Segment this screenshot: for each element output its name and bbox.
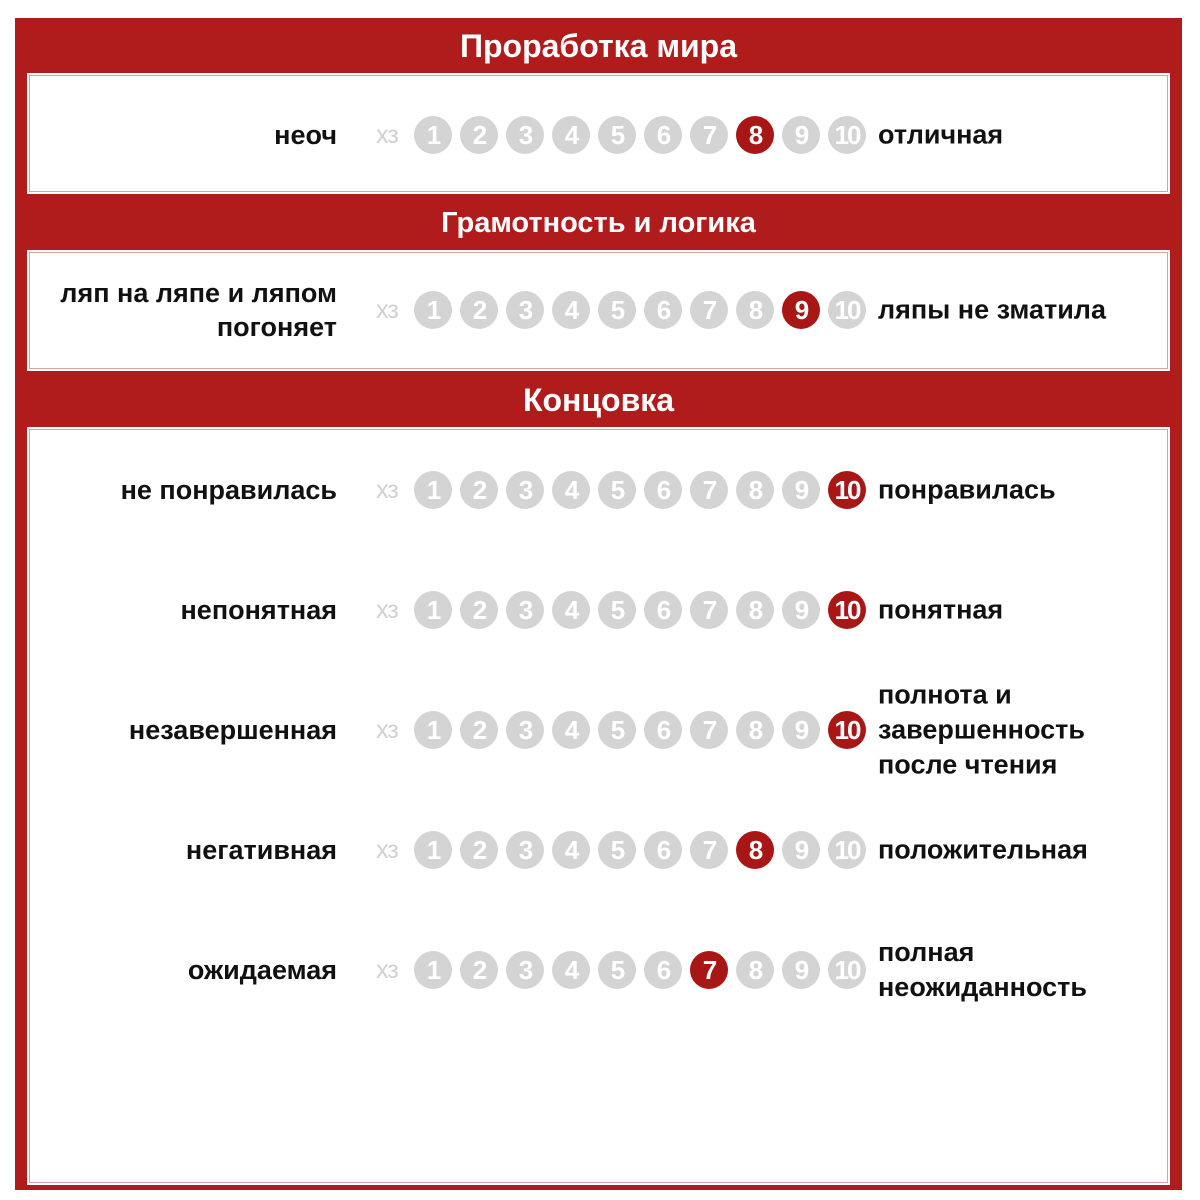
rating-left-label: непонятная xyxy=(180,595,337,625)
rating-circle: 1 xyxy=(414,116,452,154)
rating-circle: 4 xyxy=(552,116,590,154)
rating-row xyxy=(25,937,1172,1002)
rating-circle: 6 xyxy=(644,291,682,329)
unknown-option: хз xyxy=(376,295,398,324)
rating-circle-selected: 8 xyxy=(736,116,774,154)
rating-circle: 4 xyxy=(552,471,590,509)
rating-circle: 3 xyxy=(506,711,544,749)
rating-circle: 2 xyxy=(460,291,498,329)
section-literacy-logic xyxy=(18,198,1179,373)
rating-circle: 6 xyxy=(644,116,682,154)
rating-circle: 2 xyxy=(460,831,498,869)
rating-circle: 7 xyxy=(690,711,728,749)
rating-circle: 9 xyxy=(782,591,820,629)
rating-circle: 1 xyxy=(414,951,452,989)
rating-circle: 8 xyxy=(736,951,774,989)
rating-circle: 7 xyxy=(690,471,728,509)
rating-circle: 4 xyxy=(552,711,590,749)
rating-circle: 2 xyxy=(460,116,498,154)
rating-circle: 3 xyxy=(506,951,544,989)
rating-scale xyxy=(360,470,874,510)
rating-circle: 8 xyxy=(736,711,774,749)
rating-right-label: положительная xyxy=(878,834,1088,865)
rating-circle: 1 xyxy=(414,591,452,629)
unknown-option: хз xyxy=(376,955,398,984)
rating-circle: 7 xyxy=(690,291,728,329)
rating-scale xyxy=(360,115,874,155)
rating-row xyxy=(25,580,1172,640)
unknown-option: хз xyxy=(376,475,398,504)
rating-circle: 8 xyxy=(736,471,774,509)
rating-right-label: полная неожиданность xyxy=(878,937,1087,1002)
rating-left-label: ляп на ляпе и ляпом погоняет xyxy=(60,278,337,342)
section-title: Проработка мира xyxy=(18,21,1179,71)
rating-circle: 5 xyxy=(598,116,636,154)
rating-circle: 4 xyxy=(552,591,590,629)
rating-circle: 3 xyxy=(506,291,544,329)
rating-circle: 9 xyxy=(782,711,820,749)
rating-circle: 6 xyxy=(644,711,682,749)
rating-scale xyxy=(360,830,874,870)
unknown-option: хз xyxy=(376,120,398,149)
rating-circle: 4 xyxy=(552,951,590,989)
section-title: Концовка xyxy=(18,375,1179,425)
rating-row xyxy=(25,460,1172,520)
rating-row xyxy=(25,679,1172,780)
rating-circle: 9 xyxy=(782,116,820,154)
rating-left-label: негативная xyxy=(185,835,337,865)
rating-circle: 2 xyxy=(460,471,498,509)
rating-circle: 5 xyxy=(598,591,636,629)
rating-scale xyxy=(360,290,874,330)
rating-circle-selected: 10 xyxy=(828,711,866,749)
rating-left-label: не понравилась xyxy=(120,475,337,505)
rating-circle: 7 xyxy=(690,116,728,154)
rating-scale xyxy=(360,710,874,750)
rating-circle: 7 xyxy=(690,831,728,869)
rating-circle: 9 xyxy=(782,471,820,509)
rating-circle: 9 xyxy=(782,831,820,869)
rating-circle: 4 xyxy=(552,291,590,329)
rating-circle: 5 xyxy=(598,471,636,509)
rating-right-label: ляпы не зматила xyxy=(878,294,1106,325)
rating-circle-selected: 10 xyxy=(828,591,866,629)
rating-circle: 3 xyxy=(506,471,544,509)
rating-circle: 6 xyxy=(644,591,682,629)
rating-circle: 6 xyxy=(644,831,682,869)
rating-right-label: отличная xyxy=(878,119,1004,150)
section-body xyxy=(25,248,1172,373)
rating-circle: 8 xyxy=(736,291,774,329)
unknown-option: хз xyxy=(376,835,398,864)
section-body xyxy=(25,71,1172,196)
rating-left-label: ожидаемая xyxy=(187,955,337,985)
rating-circle: 3 xyxy=(506,116,544,154)
rating-circle: 5 xyxy=(598,711,636,749)
section-body xyxy=(25,425,1172,1187)
rating-scale xyxy=(360,590,874,630)
rating-circle: 3 xyxy=(506,831,544,869)
rating-circle: 1 xyxy=(414,471,452,509)
rating-circle: 6 xyxy=(644,951,682,989)
rating-circle-selected: 7 xyxy=(690,951,728,989)
rating-left-label: незавершенная xyxy=(128,715,337,745)
rating-left-label: неоч xyxy=(274,120,337,150)
rating-circle: 6 xyxy=(644,471,682,509)
rating-circle: 10 xyxy=(828,831,866,869)
rating-circle: 2 xyxy=(460,951,498,989)
section-world-building xyxy=(18,21,1179,196)
rating-circle: 10 xyxy=(828,951,866,989)
rating-circle: 5 xyxy=(598,951,636,989)
section-title: Грамотность и логика xyxy=(18,198,1179,248)
rating-right-label: полнота и завершенность после чтения xyxy=(878,679,1085,780)
rating-circle-selected: 10 xyxy=(828,471,866,509)
rating-row xyxy=(25,820,1172,880)
rating-circle: 10 xyxy=(828,116,866,154)
rating-scale xyxy=(360,950,874,990)
rating-right-label: понятная xyxy=(878,594,1004,625)
rating-circle: 1 xyxy=(414,711,452,749)
rating-circle: 7 xyxy=(690,591,728,629)
unknown-option: хз xyxy=(376,715,398,744)
rating-circle: 8 xyxy=(736,591,774,629)
rating-right-label: понравилась xyxy=(878,474,1056,505)
section-ending xyxy=(18,375,1179,1187)
rating-card xyxy=(15,18,1182,1190)
rating-circle: 5 xyxy=(598,831,636,869)
rating-row xyxy=(25,280,1172,340)
rating-circle: 4 xyxy=(552,831,590,869)
rating-circle: 2 xyxy=(460,711,498,749)
rating-circle-selected: 9 xyxy=(782,291,820,329)
rating-row xyxy=(25,105,1172,165)
rating-circle: 9 xyxy=(782,951,820,989)
unknown-option: хз xyxy=(376,595,398,624)
rating-circle-selected: 8 xyxy=(736,831,774,869)
rating-circle: 2 xyxy=(460,591,498,629)
rating-circle: 10 xyxy=(828,291,866,329)
rating-circle: 5 xyxy=(598,291,636,329)
rating-circle: 1 xyxy=(414,291,452,329)
rating-circle: 3 xyxy=(506,591,544,629)
rating-circle: 1 xyxy=(414,831,452,869)
